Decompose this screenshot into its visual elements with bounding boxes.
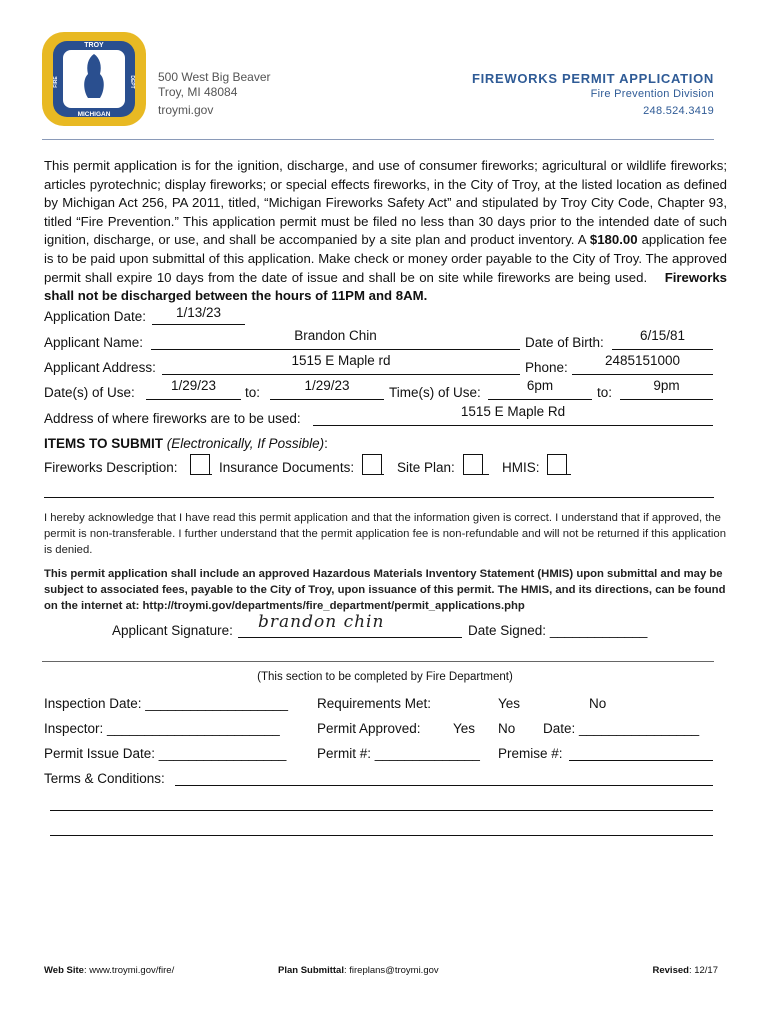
footer-plan-submittal — [278, 965, 439, 976]
troy-fire-dept-logo — [40, 30, 148, 128]
requirements-met-yes[interactable]: Yes — [498, 696, 521, 711]
dates-of-use-label: Date(s) of Use: — [44, 385, 135, 400]
phone-value: 2485151000 — [604, 353, 681, 368]
footer-website-value: : www.troymi.gov/fire/ — [83, 965, 175, 976]
terms-conditions-line-2[interactable] — [50, 810, 713, 811]
form-title: FIREWORKS PERMIT APPLICATION — [471, 71, 714, 86]
footer-website — [44, 965, 174, 976]
department-section-divider — [42, 661, 714, 662]
division-phone: 248.524.3419 — [643, 105, 714, 117]
permit-approved-yes[interactable]: Yes — [453, 721, 476, 736]
terms-conditions-line-1[interactable] — [175, 785, 713, 786]
acknowledgement-text: I hereby acknowledge that I have read this permit application and that the information given is correct. I understand that if approved, the permit is non-transferable. I further understand that the permit application fee is non-refundable and will not be returned if this application is denied. — [44, 512, 726, 556]
inspector-field[interactable]: Inspector: _______________________ — [44, 721, 280, 736]
hmis-underline — [547, 474, 571, 475]
applicant-name-label: Applicant Name: — [44, 335, 144, 350]
date-of-birth-value: 6/15/81 — [639, 328, 686, 343]
site-plan-underline — [463, 474, 489, 475]
fireworks-address-field[interactable] — [313, 425, 713, 426]
site-plan-checkbox[interactable] — [463, 454, 483, 474]
permit-approved-label: Permit Approved: — [317, 721, 421, 736]
fireworks-description-label: Fireworks Description: — [44, 460, 178, 475]
premise-number-label: Premise #: — [498, 746, 563, 761]
items-to-submit-heading — [44, 436, 328, 451]
terms-conditions-line-3[interactable] — [50, 835, 713, 836]
permit-issue-date-field[interactable]: Permit Issue Date: _________________ — [44, 746, 287, 761]
footer-revised-value: : 12/17 — [688, 965, 718, 976]
permit-number-field[interactable]: Permit #: ______________ — [317, 746, 480, 761]
applicant-name-value: Brandon Chin — [294, 328, 377, 343]
terms-conditions-label: Terms & Conditions: — [44, 771, 165, 786]
application-date-label: Application Date: — [44, 309, 147, 324]
fireworks-description-underline — [190, 474, 212, 475]
applicant-signature-field[interactable] — [238, 637, 462, 638]
times-of-use-from-field[interactable] — [488, 399, 592, 400]
applicant-name-field[interactable] — [151, 349, 520, 350]
dates-of-use-to-field[interactable] — [270, 399, 384, 400]
dates-of-use-to-value: 1/29/23 — [304, 378, 350, 393]
permit-approved-no[interactable]: No — [498, 721, 516, 736]
department-note: (This section to be completed by Fire Department) — [257, 671, 513, 683]
division-name: Fire Prevention Division — [590, 88, 714, 100]
dates-of-use-from-value: 1/29/23 — [170, 378, 217, 393]
application-fee: $180.00 — [589, 232, 638, 248]
fireworks-description-checkbox[interactable] — [190, 454, 210, 474]
requirements-met-no[interactable]: No — [589, 696, 607, 711]
logo-text-bottom: MICHIGAN — [77, 111, 111, 118]
requirements-met-label: Requirements Met: — [317, 696, 432, 711]
items-heading-colon: : — [324, 436, 328, 451]
date-signed-label: Date Signed: — [468, 623, 547, 638]
date-of-birth-field[interactable] — [612, 349, 713, 350]
logo-text-right: DEPT — [129, 75, 135, 89]
troy-fire-dept-badge-icon — [40, 30, 148, 128]
insurance-documents-label: Insurance Documents: — [219, 460, 355, 475]
logo-text-left: FIRE — [53, 76, 59, 88]
items-heading-text: ITEMS TO SUBMIT — [44, 436, 164, 451]
items-heading-note: (Electronically, If Possible) — [166, 436, 325, 451]
times-of-use-to-field[interactable] — [620, 399, 713, 400]
hmis-label: HMIS: — [502, 460, 540, 475]
insurance-documents-checkbox[interactable] — [362, 454, 382, 474]
header-divider — [42, 139, 714, 140]
address-line-1: 500 West Big Beaver — [158, 70, 271, 84]
city-address-block — [158, 70, 271, 118]
intro-paragraph — [44, 157, 727, 306]
applicant-address-label: Applicant Address: — [44, 360, 156, 375]
date-signed-blank: _____________ — [549, 623, 648, 638]
times-of-use-to-label: to: — [597, 385, 613, 400]
insurance-documents-underline — [362, 474, 384, 475]
fireworks-address-label: Address of where fireworks are to be used: — [44, 411, 301, 426]
applicant-address-value: 1515 E Maple rd — [291, 353, 391, 368]
inspection-date-field[interactable]: Inspection Date: ___________________ — [44, 696, 288, 711]
logo-text-top: TROY — [84, 42, 104, 49]
applicant-address-field[interactable] — [162, 374, 520, 375]
footer-revised — [653, 965, 719, 976]
footer-plan-value: : fireplans@troymi.gov — [343, 965, 439, 976]
intro-text-2: application fee is to be paid upon submittal of this application. Make check or money order payable to the City of Troy. The approved permit shall expire 10 days from the date of issue and shall be on site while fireworks are being used. — [44, 232, 727, 285]
phone-label: Phone: — [525, 360, 568, 375]
hmis-notice-text: This permit application shall include an approved Hazardous Materials Inventory Statement (HMIS) upon submittal and may be subject to associated fees, payable to the City of Troy, upon issuance of this permit. The HMIS, and its directions, can be found on the internet at: http://troymi.gov/departments/fire_department/permit_applications.php — [44, 568, 726, 612]
site-plan-label: Site Plan: — [397, 460, 455, 475]
intro-text-1: This permit application is for the ignition, discharge, and use of consumer fireworks; agricultural or wildlife fireworks; articles pyrotechnic; display fireworks; or special effects fireworks, in the City of Troy, at the listed location as defined by Michigan Act 256, PA 2011, titled, “Michigan Fireworks Safety Act” and stipulated by Troy City Code, Chapter 93, titled “Fire Prevention.” This application permit must be filed no less than 30 days prior to the intended date of such ignition, discharge, or use, and shall be accompanied by a site plan and product inventory. A — [44, 158, 727, 248]
date-of-birth-label: Date of Birth: — [525, 335, 604, 350]
application-date-field[interactable] — [152, 324, 245, 325]
address-line-2: Troy, MI 48084 — [158, 85, 238, 99]
times-of-use-label: Time(s) of Use: — [389, 385, 481, 400]
applicant-signature-label: Applicant Signature: — [112, 623, 233, 638]
discharge-hours-warning: Fireworks shall not be discharged between the hours of 11PM and 8AM. — [44, 269, 728, 304]
footer-revised-label: Revised — [652, 965, 689, 976]
premise-number-field[interactable] — [569, 760, 713, 761]
applicant-signature-value: brandon chin — [258, 612, 385, 632]
date-signed[interactable] — [468, 623, 647, 638]
dates-of-use-to-label: to: — [245, 385, 261, 400]
application-date-value: 1/13/23 — [175, 305, 222, 320]
times-of-use-from-value: 6pm — [526, 378, 554, 393]
footer-plan-label: Plan Submittal — [278, 965, 344, 976]
phone-field[interactable] — [572, 374, 713, 375]
hmis-checkbox[interactable] — [547, 454, 567, 474]
dates-of-use-from-field[interactable] — [146, 399, 241, 400]
approval-date-field[interactable]: Date: ________________ — [543, 721, 700, 736]
city-website: troymi.gov — [158, 103, 214, 117]
times-of-use-to-value: 9pm — [653, 378, 680, 393]
fireworks-address-value: 1515 E Maple Rd — [460, 404, 566, 419]
footer-website-label: Web Site — [44, 965, 84, 976]
items-divider — [44, 497, 714, 498]
